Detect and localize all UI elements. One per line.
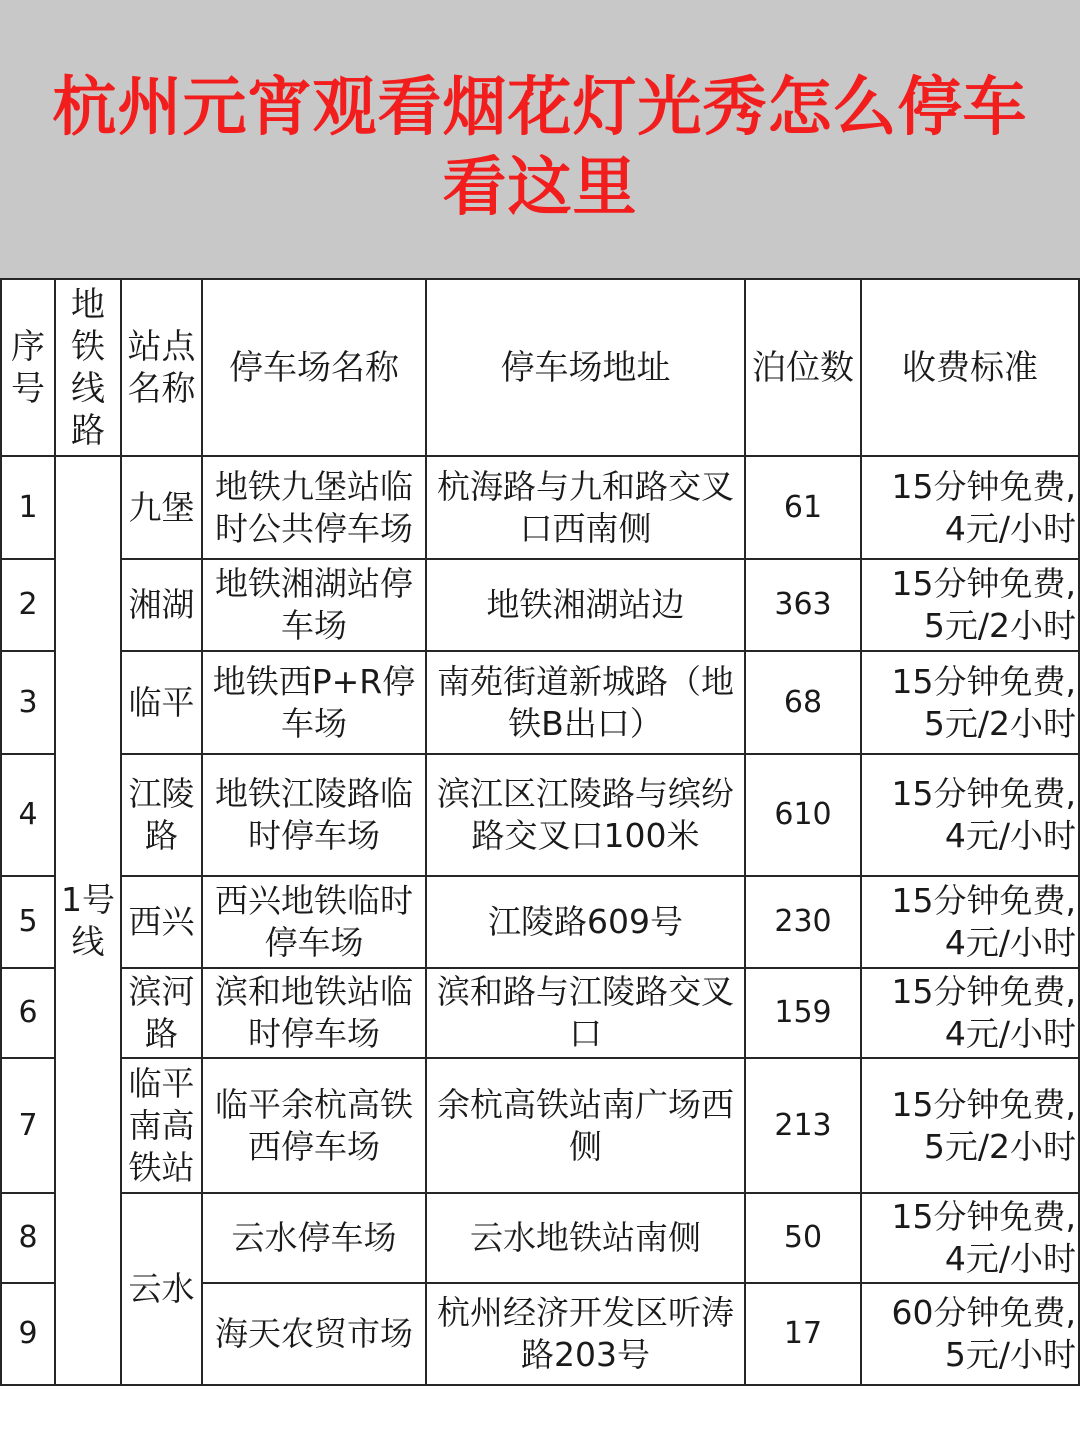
lot-name-cell: 海天农贸市场 <box>202 1283 426 1385</box>
fee-free-period: 15分钟免费, <box>891 972 1076 1011</box>
row-index: 7 <box>1 1058 55 1193</box>
table-row <box>1 1058 1079 1193</box>
lot-name-cell: 地铁江陵路临时停车场 <box>202 754 426 876</box>
header-station: 站点名称 <box>121 279 202 456</box>
address-cell: 南苑街道新城路（地铁B出口） <box>426 651 745 754</box>
header-spaces: 泊位数 <box>745 279 861 456</box>
address-cell: 杭海路与九和路交叉口西南侧 <box>426 456 745 559</box>
fee-free-period: 15分钟免费, <box>891 661 1076 701</box>
row-index: 2 <box>1 559 55 651</box>
spaces-cell: 363 <box>745 559 861 651</box>
lot-name-cell: 地铁九堡站临时公共停车场 <box>202 456 426 559</box>
table-row <box>1 651 1079 754</box>
spaces-cell: 17 <box>745 1283 861 1385</box>
header-address: 停车场地址 <box>426 279 745 456</box>
fee-cell <box>861 754 1079 876</box>
spaces-cell: 610 <box>745 754 861 876</box>
fee-rate: 4元/小时 <box>944 923 1076 962</box>
station-cell: 临平南高铁站 <box>121 1058 202 1193</box>
table-row <box>1 754 1079 876</box>
address-cell: 地铁湘湖站边 <box>426 559 745 651</box>
parking-table <box>0 278 1080 1386</box>
station-cell: 九堡 <box>121 456 202 559</box>
fee-free-period: 15分钟免费, <box>891 774 1076 813</box>
header-index: 序号 <box>1 279 55 456</box>
lot-name-cell: 临平余杭高铁西停车场 <box>202 1058 426 1193</box>
spaces-cell: 159 <box>745 968 861 1058</box>
fee-rate: 5元/小时 <box>944 1335 1076 1374</box>
fee-free-period: 15分钟免费, <box>891 1197 1076 1236</box>
table-row <box>1 968 1079 1058</box>
fee-rate: 4元/小时 <box>944 508 1076 548</box>
station-cell: 云水 <box>121 1193 202 1385</box>
spaces-cell: 50 <box>745 1193 861 1283</box>
spaces-cell: 68 <box>745 651 861 754</box>
fee-cell <box>861 559 1079 651</box>
fee-cell <box>861 1283 1079 1385</box>
page-title: 杭州元宵观看烟花灯光秀怎么停车 <box>52 71 1028 145</box>
fee-free-period: 15分钟免费, <box>891 881 1076 920</box>
row-index: 3 <box>1 651 55 754</box>
fee-rate: 4元/小时 <box>944 816 1076 855</box>
fee-free-period: 15分钟免费, <box>891 564 1076 603</box>
fee-free-period: 60分钟免费, <box>891 1293 1076 1332</box>
header-lot-name: 停车场名称 <box>202 279 426 456</box>
lot-name-cell: 地铁西P+R停车场 <box>202 651 426 754</box>
row-index: 5 <box>1 876 55 968</box>
fee-rate: 5元/2小时 <box>923 606 1076 645</box>
fee-rate: 4元/小时 <box>944 1014 1076 1053</box>
fee-rate: 4元/小时 <box>944 1239 1076 1278</box>
fee-free-period: 15分钟免费, <box>891 466 1076 506</box>
fee-rate: 5元/2小时 <box>923 1126 1076 1166</box>
station-cell: 湘湖 <box>121 559 202 651</box>
station-cell: 西兴 <box>121 876 202 968</box>
row-index: 1 <box>1 456 55 559</box>
spaces-cell: 213 <box>745 1058 861 1193</box>
page-title-line2: 看这里 <box>442 151 638 225</box>
address-cell: 江陵路609号 <box>426 876 745 968</box>
lot-name-cell: 西兴地铁临时停车场 <box>202 876 426 968</box>
address-cell: 滨江区江陵路与缤纷路交叉口100米 <box>426 754 745 876</box>
station-cell: 临平 <box>121 651 202 754</box>
table-row <box>1 1193 1079 1283</box>
fee-cell <box>861 1058 1079 1193</box>
address-cell: 杭州经济开发区听涛路203号 <box>426 1283 745 1385</box>
lot-name-cell: 地铁湘湖站停车场 <box>202 559 426 651</box>
fee-cell <box>861 968 1079 1058</box>
row-index: 9 <box>1 1283 55 1385</box>
address-cell: 滨和路与江陵路交叉口 <box>426 968 745 1058</box>
address-cell: 余杭高铁站南广场西侧 <box>426 1058 745 1193</box>
table-row <box>1 876 1079 968</box>
address-cell: 云水地铁站南侧 <box>426 1193 745 1283</box>
header-row <box>1 279 1079 456</box>
title-banner <box>0 0 1080 278</box>
spaces-cell: 230 <box>745 876 861 968</box>
row-index: 4 <box>1 754 55 876</box>
row-index: 6 <box>1 968 55 1058</box>
fee-rate: 5元/2小时 <box>923 703 1076 743</box>
fee-cell <box>861 651 1079 754</box>
lot-name-cell: 滨和地铁站临时停车场 <box>202 968 426 1058</box>
lot-name-cell: 云水停车场 <box>202 1193 426 1283</box>
table-row <box>1 456 1079 559</box>
fee-cell <box>861 456 1079 559</box>
station-cell: 江陵路 <box>121 754 202 876</box>
line-cell: 1号线 <box>55 456 121 1385</box>
header-fee: 收费标准 <box>861 279 1079 456</box>
header-line: 地铁线路 <box>55 279 121 456</box>
fee-free-period: 15分钟免费, <box>891 1084 1076 1124</box>
station-cell: 滨河路 <box>121 968 202 1058</box>
fee-cell <box>861 1193 1079 1283</box>
table-row <box>1 559 1079 651</box>
fee-cell <box>861 876 1079 968</box>
row-index: 8 <box>1 1193 55 1283</box>
spaces-cell: 61 <box>745 456 861 559</box>
